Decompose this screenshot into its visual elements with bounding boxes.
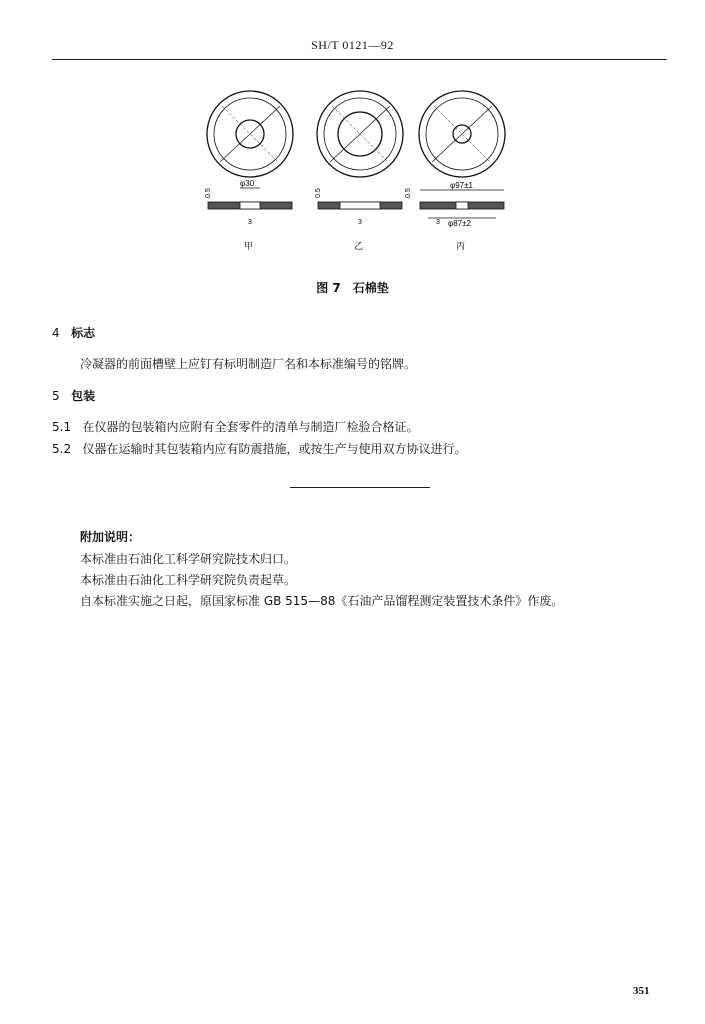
gasket-a-gap: 3 <box>248 219 252 226</box>
gasket-a-inner-dim: φ30 <box>240 179 255 188</box>
gasket-b-section <box>315 188 402 251</box>
section-number: 4 <box>52 326 60 340</box>
note-line: 自本标准实施之日起，原国家标准 GB 515—88《石油产品馏程测定装置技术条件》作废。 <box>80 594 564 608</box>
end-rule <box>290 487 430 488</box>
section-4-paragraph: 冷凝器的前面槽壁上应钉有标明制造厂名和本标准编号的铭牌。 <box>80 357 417 371</box>
gasket-b-thickness: 0.5 <box>315 188 322 198</box>
notes-title: 附加说明： <box>80 530 141 544</box>
gasket-c-thickness: 0.5 <box>405 188 412 198</box>
gasket-a-top-view <box>207 91 293 177</box>
gasket-figure <box>200 84 520 259</box>
gasket-a-section <box>205 179 292 251</box>
page-number: 351 <box>633 985 650 997</box>
section-title: 包装 <box>71 389 96 403</box>
gasket-a-thickness: 0.5 <box>205 188 212 198</box>
section-5-heading <box>52 387 95 404</box>
header-rule <box>52 59 667 60</box>
clause-number: 5.2 <box>52 442 72 456</box>
gasket-b-gap: 3 <box>358 219 362 226</box>
figure-caption: 图 7 石棉垫 <box>316 281 389 295</box>
gasket-c-outer-dim: φ97±1 <box>450 181 473 190</box>
clause-text: 仪器在运输时其包装箱内应有防震措施，或按生产与使用双方协议进行。 <box>82 442 467 456</box>
standard-number: SH/T 0121—92 <box>311 38 394 52</box>
section-number: 5 <box>52 389 60 403</box>
clause-5-2 <box>52 440 467 457</box>
note-line: 本标准由石油化工科学研究院技术归口。 <box>80 552 297 566</box>
gasket-a-label: 甲 <box>244 241 254 251</box>
page-header <box>0 38 705 53</box>
gasket-c-label: 丙 <box>456 241 466 251</box>
gasket-b-top-view <box>317 91 403 177</box>
gasket-c-section <box>405 181 504 251</box>
section-title: 标志 <box>71 326 96 340</box>
gasket-c-top-view <box>419 91 505 177</box>
gasket-c-gap: 3 <box>436 219 440 226</box>
section-4-heading <box>52 324 95 341</box>
gasket-b-label: 乙 <box>354 241 364 251</box>
clause-5-1 <box>52 418 419 435</box>
clause-text: 在仪器的包装箱内应附有全套零件的清单与制造厂检验合格证。 <box>82 420 419 434</box>
note-line: 本标准由石油化工科学研究院负责起草。 <box>80 573 297 587</box>
clause-number: 5.1 <box>52 420 72 434</box>
gasket-c-mid-dim: φ87±2 <box>448 219 471 228</box>
